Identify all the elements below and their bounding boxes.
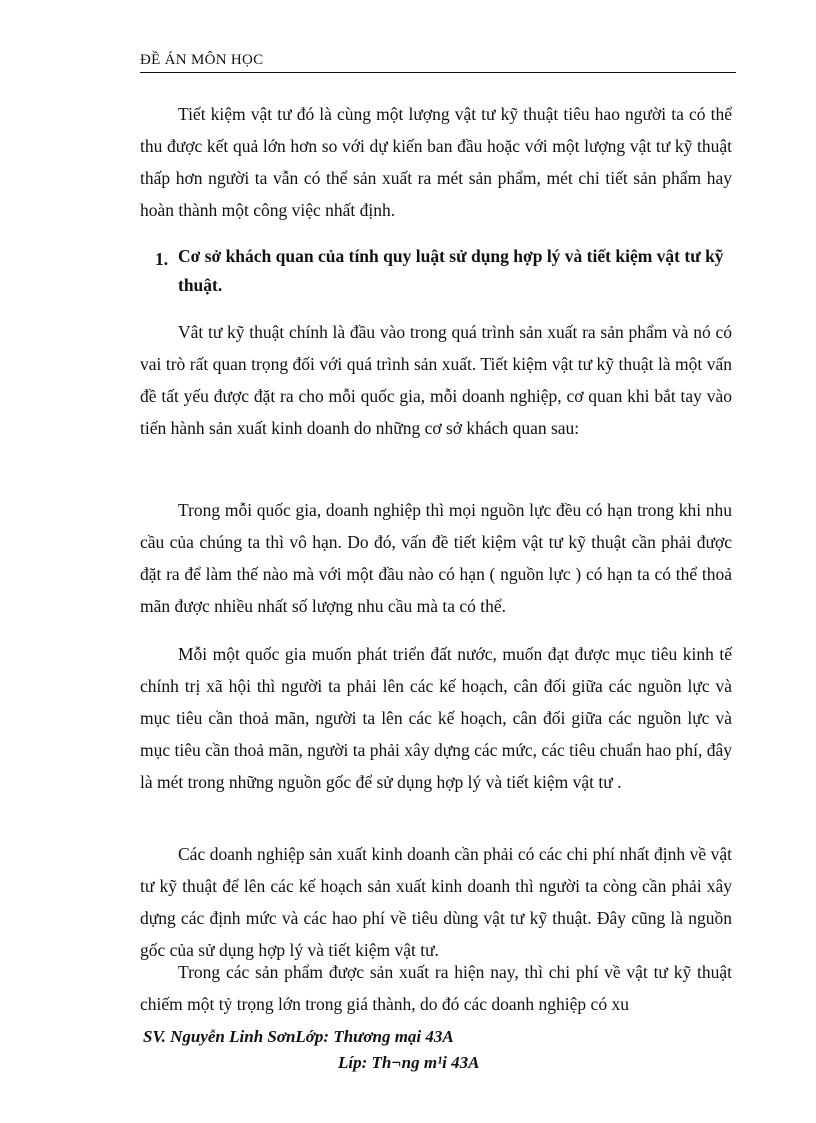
footer-class: Líp: Th¬ng m¹i 43A	[338, 1053, 480, 1072]
paragraph-1: Tiết kiệm vật tư đó là cùng một lượng vật tư kỹ thuật tiêu hao người ta có thể thu được kết quả lớn hơn so với dự kiến ban đầu hoặc với một lượng vật tư kỹ thuật thấp hơn người ta vẫn có thể sản xuất ra mét sản phẩm, mét chi tiết sản phẩm hay hoàn thành một công việc nhất định.	[140, 104, 732, 220]
paragraph-2: Vât tư kỹ thuật chính là đầu vào trong quá trình sản xuất ra sản phẩm và nó có vai trò rất quan trọng đối với quá trình sản xuất. Tiết kiệm vật tư kỹ thuật là một vấn đề tất yếu được đặt ra cho mỗi quốc gia, mỗi doanh nghiệp, cơ quan khi bắt tay vào tiến hành sản xuất kinh doanh do những cơ sở khách quan sau:	[140, 322, 732, 438]
section-title: Cơ sở khách quan của tính quy luật sử dụng hợp lý và tiết kiệm vật tư kỹ thuật.	[178, 246, 724, 295]
paragraph-5: Các doanh nghiệp sản xuất kinh doanh cần phải có các chi phí nhất định về vật tư kỹ thuật để lên các kế hoạch sản xuất kinh doanh thì người ta còng cần phải xây dựng các định mức và các hao phí về tiêu dùng vật tư kỹ thuật. Đây cũng là nguồn gốc của sử dụng hợp lý và tiết kiệm vật tư.	[140, 844, 732, 960]
section-heading	[140, 242, 732, 300]
paragraph-3: Trong mỗi quốc gia, doanh nghiệp thì mọi nguồn lực đều có hạn trong khi nhu cầu của chúng ta thì vô hạn. Do đó, vấn đề tiết kiệm vật tư kỹ thuật cần phải được đặt ra để làm thế nào mà với một đầu nào có hạn ( nguồn lực ) có hạn ta có thể thoả mãn được nhiều nhất số lượng nhu cầu mà ta có thể.	[140, 500, 732, 616]
page-header: ĐỀ ÁN MÔN HỌC	[140, 52, 736, 73]
paragraph-6: Trong các sản phẩm được sản xuất ra hiện nay, thì chi phí về vật tư kỹ thuật chiếm một tỷ trọng lớn trong giá thành, do đó các doanh nghiệp có xu	[140, 962, 732, 1014]
section-number: 1.	[155, 249, 169, 269]
paragraph-4: Mỗi một quốc gia muốn phát triển đất nước, muốn đạt được mục tiêu kinh tế chính trị xã hội thì người ta phải lên các kế hoạch, cân đối giữa các nguồn lực và mục tiêu cần thoả mãn, người ta lên các kế hoạch, cân đối giữa các nguồn lực và mục tiêu cần thoả mãn, người ta phải xây dựng các mức, các tiêu chuẩn hao phí, đây là mét trong những nguồn gốc để sử dụng hợp lý và tiết kiệm vật tư .	[140, 644, 732, 792]
footer-author: SV. Nguyễn Linh SơnLớp: Thương mại 43A	[143, 1027, 454, 1046]
